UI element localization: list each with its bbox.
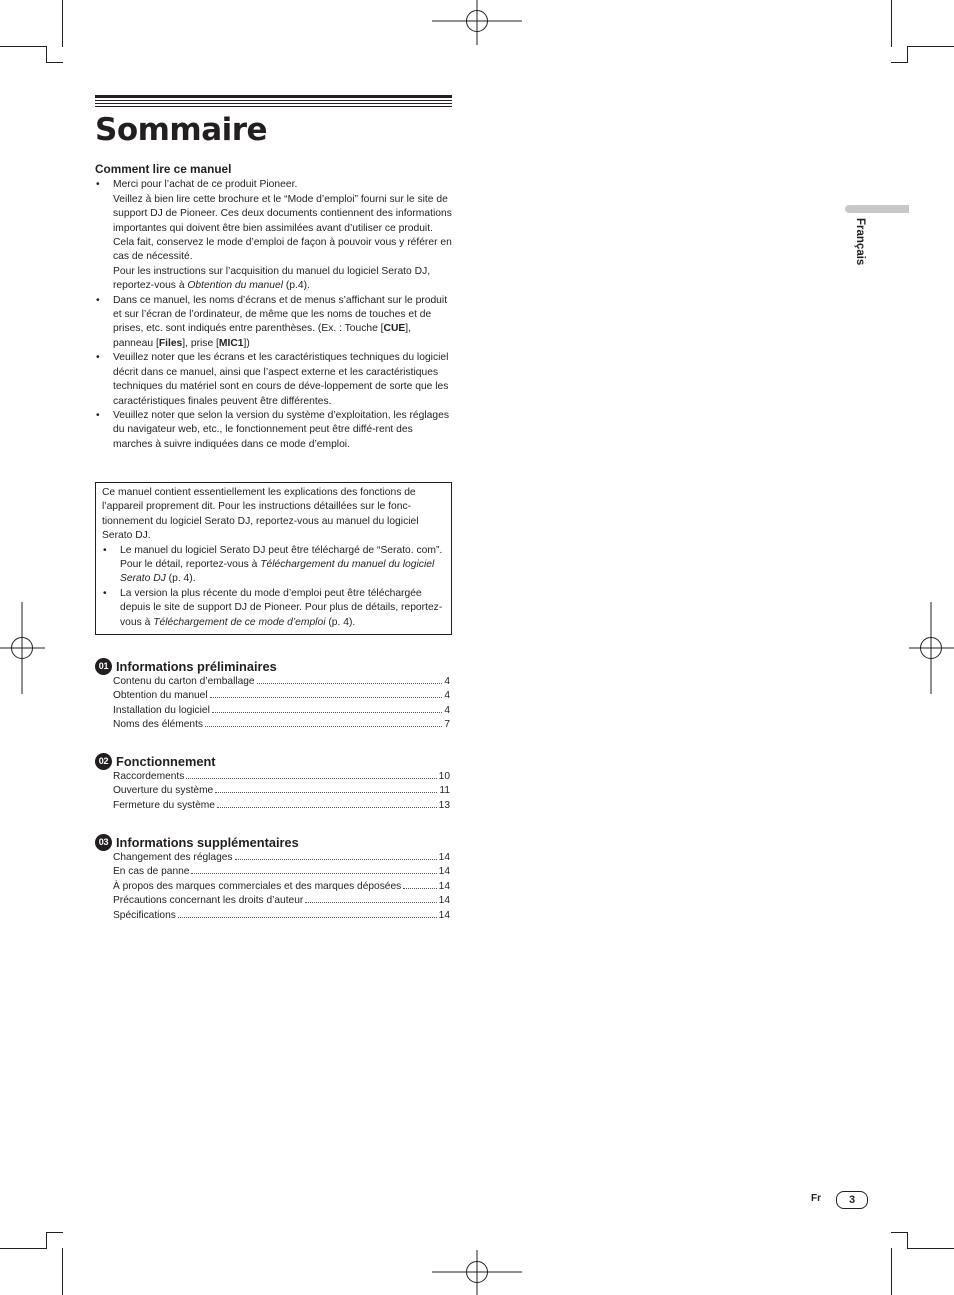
section-title: Informations préliminaires (116, 658, 277, 674)
list-item: • Veuillez noter que les écrans et les caractéristiques techniques du logiciel décrit dans ce manuel, ainsi que l’aspect externe et les caractéristiques techniques du matériel sont en cours de déve-loppement de sorte que les caractéristiques finales peuvent être différentes. (95, 351, 452, 409)
toc-entry[interactable]: Contenu du carton d’emballage 4 (113, 676, 450, 687)
toc-entry[interactable]: Installation du logiciel 4 (113, 704, 450, 716)
toc-entry[interactable]: Changement des réglages 14 (113, 852, 450, 863)
toc-entry[interactable]: Obtention du manuel 4 (113, 690, 450, 702)
crop-mark (907, 46, 908, 63)
crop-mark (891, 62, 908, 63)
toc-entry[interactable]: Ouverture du système 11 (113, 785, 450, 797)
crop-mark (0, 46, 47, 47)
toc-section-01 (95, 657, 450, 733)
crop-mark (62, 1248, 63, 1295)
crop-mark (46, 62, 63, 63)
list-item: • Le manuel du logiciel Serato DJ peut être téléchargé de “Serato. com”. Pour le détail, reportez-vous à Téléchargement du manuel du logiciel Serato DJ (p. 4). (102, 544, 445, 587)
toc-entry[interactable]: Précautions concernant les droits d’auteur 14 (113, 895, 450, 907)
crop-mark (907, 46, 954, 47)
section-heading (95, 833, 450, 851)
section-title: Informations supplémentaires (116, 834, 299, 850)
crop-mark (62, 0, 63, 47)
registration-mark-left (0, 602, 45, 694)
crop-mark (46, 1232, 63, 1233)
section-heading (95, 752, 450, 770)
toc-entry[interactable]: À propos des marques commerciales et des marques déposées 14 (113, 880, 450, 892)
intro-section (95, 162, 452, 452)
intro-heading: Comment lire ce manuel (95, 162, 232, 176)
crop-mark (46, 1232, 47, 1249)
section-number-badge: 03 (95, 834, 112, 851)
intro-bullets (95, 178, 452, 452)
page-title: Sommaire (95, 112, 268, 148)
toc-entry[interactable]: Spécifications 14 (113, 909, 450, 921)
toc-entry[interactable]: Raccordements 10 (113, 771, 450, 782)
toc-list (95, 675, 450, 733)
section-number-badge: 01 (95, 658, 112, 675)
registration-mark-bottom (432, 1250, 522, 1295)
registration-mark-top (432, 0, 522, 45)
crop-mark (907, 1232, 908, 1249)
crop-mark (907, 1248, 954, 1249)
list-item: • Dans ce manuel, les noms d’écrans et de menus s’affichant sur le produit et sur l’écran de l’ordinateur, de même que les noms de touches et de prises, etc. sont indiqués entre parenthèses. (Ex. : Touche [CUE], panneau [Files], prise [MIC1]) (95, 294, 452, 352)
language-tab-bar (845, 205, 909, 213)
toc-list (95, 770, 450, 813)
list-item: • Veuillez noter que selon la version du système d’exploitation, les réglages du navigateur web, etc., le fonctionnement peut être diffé-rent des marches à suivre indiquées dans ce mode d’emploi. (95, 409, 452, 452)
language-tab-label: Français (854, 218, 866, 266)
toc-entry[interactable]: En cas de panne 14 (113, 866, 450, 878)
list-item: • Merci pour l’achat de ce produit Pioneer. Veillez à bien lire cette brochure et le “Mode d’emploi” fourni sur le site de support DJ de Pioneer. Ces deux documents contiennent des informations importantes qui doivent être bien assimilées avant d’utiliser ce produit. Cela fait, conservez le mode d’emploi de façon à pouvoir vous y référer en cas de nécessité. Pour les instructions sur l’acquisition du manuel du logiciel Serato DJ, reportez-vous à Obtention du manuel (p.4). (95, 178, 452, 293)
note-box (95, 482, 452, 635)
list-item: • La version la plus récente du mode d’emploi peut être téléchargée depuis le site de support DJ de Pioneer. Pour plus de détails, reportez-vous à Téléchargement de ce mode d’emploi (p. 4). (102, 587, 445, 630)
crop-mark (891, 1248, 892, 1295)
crop-mark (891, 0, 892, 47)
section-heading (95, 657, 450, 675)
toc-section-02 (95, 752, 450, 813)
section-number-badge: 02 (95, 753, 112, 770)
toc-list (95, 851, 450, 923)
registration-mark-right (909, 602, 954, 694)
toc-entry[interactable]: Noms des éléments 7 (113, 719, 450, 731)
page-number: 3 (836, 1191, 868, 1209)
toc-section-03 (95, 833, 450, 923)
footer-language: Fr (811, 1193, 821, 1204)
crop-mark (891, 1232, 908, 1233)
toc-entry[interactable]: Fermeture du système 13 (113, 799, 450, 811)
crop-mark (0, 1248, 47, 1249)
note-paragraph: Ce manuel contient essentiellement les explications des fonctions de l’appareil proprement dit. Pour les instructions détaillées sur le fonc-tionnement du logiciel Serato DJ, reportez-vous au manuel du logiciel Serato DJ. (102, 487, 419, 542)
note-bullets (102, 544, 445, 630)
section-title: Fonctionnement (116, 753, 216, 769)
title-rules (95, 95, 452, 107)
crop-mark (46, 46, 47, 63)
